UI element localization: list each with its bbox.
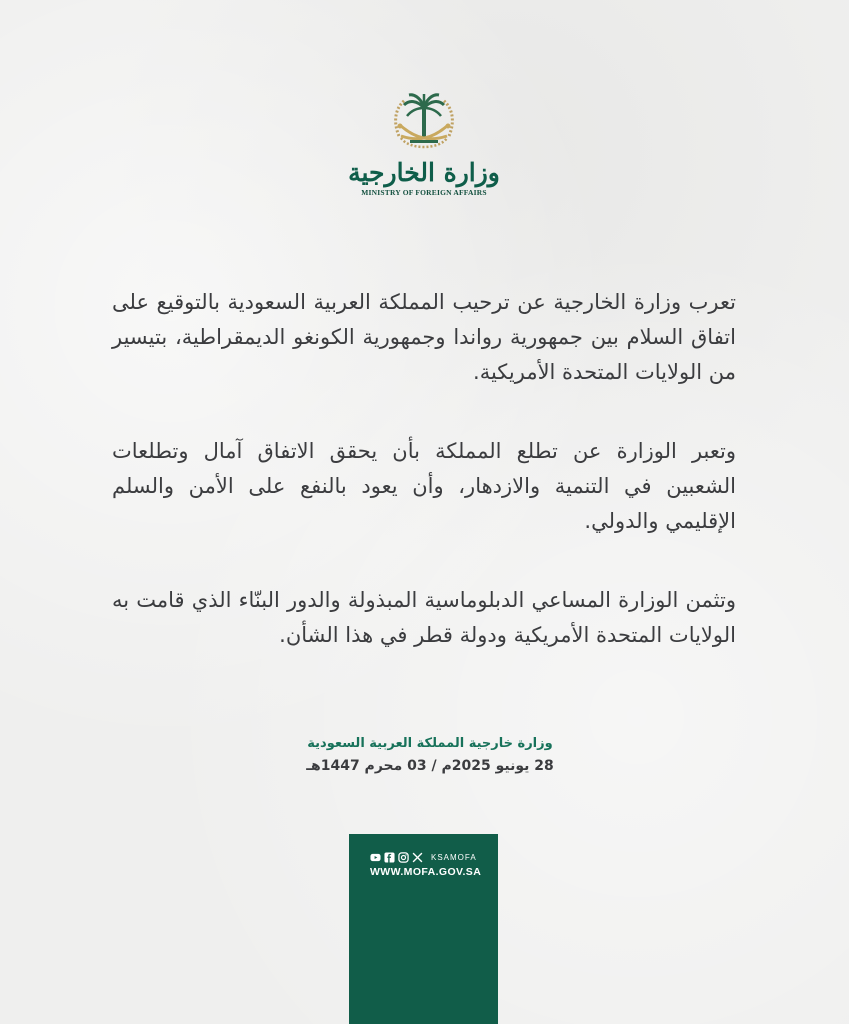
footer-panel xyxy=(349,834,498,1024)
website-link[interactable]: WWW.MOFA.GOV.SA xyxy=(370,866,482,878)
facebook-icon[interactable] xyxy=(384,852,395,863)
social-links xyxy=(370,851,477,863)
x-icon[interactable] xyxy=(412,852,423,863)
statement-body xyxy=(112,285,736,697)
logo-english-name: MINISTRY OF FOREIGN AFFAIRS xyxy=(361,188,487,197)
issuer-name: وزارة خارجية المملكة العربية السعودية xyxy=(307,736,553,751)
palm-and-crossed-swords-emblem-icon xyxy=(387,92,461,158)
youtube-icon[interactable] xyxy=(370,852,381,863)
statement-paragraph: وتعبر الوزارة عن تطلع المملكة بأن يحقق الاتفاق آمال وتطلعات الشعبين في التنمية والازدهار، وأن يعود بالنفع على الأمن والسلم الإقليمي والدولي. xyxy=(112,439,736,533)
issue-date: 28 يونيو 2025م / 03 محرم 1447هـ xyxy=(306,758,554,774)
statement-paragraph: تعرب وزارة الخارجية عن ترحيب المملكة العربية السعودية بالتوقيع على اتفاق السلام بين جمهورية رواندا وجمهورية الكونغو الديمقراطية، بتيسير من الولايات المتحدة الأمريكية. xyxy=(112,290,736,384)
statement-paragraph: وتثمن الوزارة المساعي الدبلوماسية المبذولة والدور البنّاء الذي قامت به الولايات المتحدة الأمريكية ودولة قطر في هذا الشأن. xyxy=(112,588,736,647)
logo-arabic-name: وزارة الخارجية xyxy=(348,158,500,187)
signature-block xyxy=(300,733,560,777)
ministry-logo xyxy=(344,92,504,212)
instagram-icon[interactable] xyxy=(398,852,409,863)
social-handle[interactable]: KSAMOFA xyxy=(431,852,477,862)
